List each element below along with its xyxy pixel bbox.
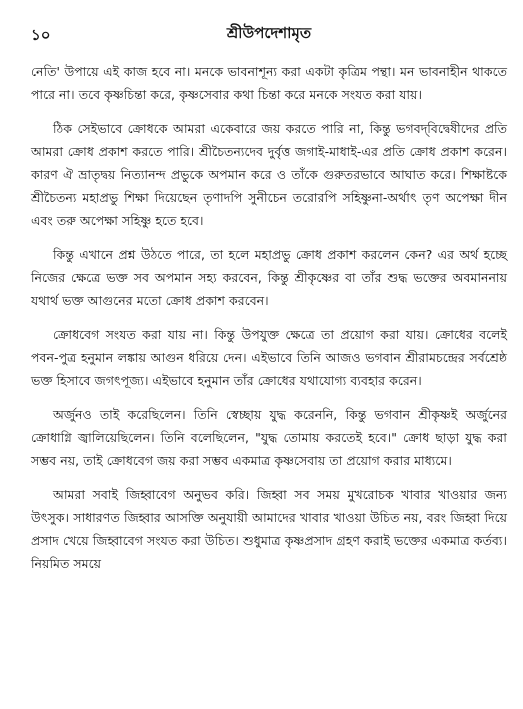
page-number: ১০ (31, 26, 51, 44)
running-title: শ্রীউপদেশামৃত (226, 24, 312, 42)
paragraph-3: কিন্তু এখানে প্রশ্ন উঠতে পারে, তা হলে মহাপ্রভু ক্রোধ প্রকাশ করলেন কেন? এর অর্থ হচ্ছে নিজের ক্ষেত্রে ভক্ত সব অপমান সহ্য করবেন, কিন্তু শ্রীকৃষ্ণের বা তাঁর শুদ্ধ ভক্তের অবমাননায় যথার্থ ভক্ত আগুনের মতো ক্রোধ প্রকাশ করবেন। (31, 247, 507, 308)
paragraph-1: নেতি' উপায়ে এই কাজ হবে না। মনকে ভাবনাশূন্য করা একটা কৃত্রিম পন্থা। মন ভাবনাহীন থাকতে পারে না। তবে কৃষ্ণচিন্তা করে, কৃষ্ণসেবার কথা চিন্তা করে মনকে সংযত করা যায়। (31, 64, 507, 102)
body-text (31, 60, 507, 575)
paragraph-2: ঠিক সেইভাবে ক্রোধকে আমরা একেবারে জয় করতে পারি না, কিন্তু ভগবদ্‌বিদ্বেষীদের প্রতি আমরা ক্রোধ প্রকাশ করতে পারি। শ্রীচৈতন্যদেব দুর্বৃত্ত জগাই-মাধাই-এর প্রতি ক্রোধ প্রকাশ করেন। কারণ ঐ ভ্রাতৃদ্বয় নিত্যানন্দ প্রভুকে অপমান করে ও তাঁকে গুরুতরভাবে আঘাত করে। শিক্ষাষ্টকে শ্রীচৈতন্য মহাপ্রভু শিক্ষা দিয়েছেন তৃণাদপি সুনীচেন তরোরপি সহিষ্ণুনা-অর্থাৎ তৃণ অপেক্ষা দীন এবং তরু অপেক্ষা সহিষ্ণু হতে হবে। (31, 121, 507, 228)
paragraph-5: অর্জুনও তাই করেছিলেন। তিনি স্বেচ্ছায় যুদ্ধ করেননি, কিন্তু ভগবান শ্রীকৃষ্ণই অর্জুনের ক্রোধাগ্নি জ্বালিয়েছিলেন। তিনি বলেছিলেন, "যুদ্ধ তোমায় করতেই হবে।" ক্রোধ ছাড়া যুদ্ধ করা সম্ভব নয়, তাই ক্রোধবেগ জয় করা সম্ভব একমাত্র কৃষ্ণসেবায় তা প্রয়োগ করার মাধ্যমে। (31, 407, 507, 468)
paragraph-4: ক্রোধবেগ সংযত করা যায় না। কিন্তু উপযুক্ত ক্ষেত্রে তা প্রয়োগ করা যায়। ক্রোধের বলেই পবন-পুত্র হনুমান লঙ্কায় আগুন ধরিয়ে দেন। এইভাবে তিনি আজও ভগবান শ্রীরামচন্দ্রের সর্বশ্রেষ্ঠ ভক্ত হিসাবে জগৎপূজ্য। এইভাবে হনুমান তাঁর ক্রোধের যথাযোগ্য ব্যবহার করেন। (31, 327, 507, 388)
page-header (31, 22, 507, 48)
paragraph-6: আমরা সবাই জিহ্বাবেগ অনুভব করি। জিহ্বা সব সময় মুখরোচক খাবার খাওয়ার জন্য উৎসুক। সাধারণত জিহ্বার আসক্তি অনুযায়ী আমাদের খাবার খাওয়া উচিত নয়, বরং জিহ্বা দিয়ে প্রসাদ খেয়ে জিহ্বাবেগ সংযত করা উচিত। শুধুমাত্র কৃষ্ণপ্রসাদ গ্রহণ করাই ভক্তের একমাত্র কর্তব্য। নিয়মিত সময়ে (31, 487, 507, 571)
